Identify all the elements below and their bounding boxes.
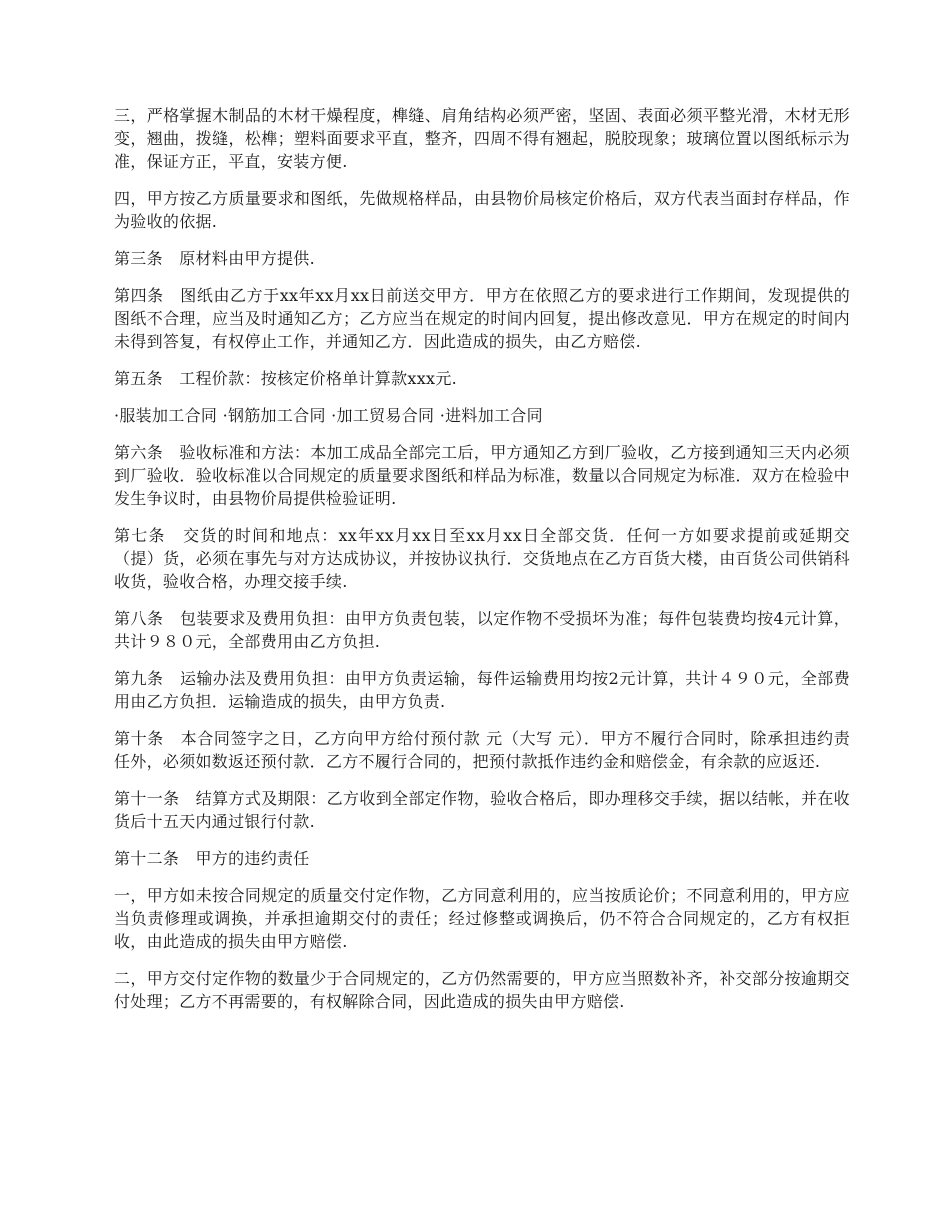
paragraph-article-12-item-1: 一，甲方如未按合同规定的质量交付定作物，乙方同意利用的，应当按质论价；不同意利用的，甲方应当负责修理或调换，并承担逾期交付的责任；经过修整或调换后，仍不符合合同规定的，乙方有权拒收，由此造成的损失由甲方赔偿. xyxy=(114,886,850,951)
paragraph-article-5: 第五条 工程价款：按核定价格单计算款xxx元. xyxy=(114,369,458,388)
paragraph-article-9: 第九条 运输办法及费用负担：由甲方负责运输，每件运输费用均按2元计算，共计４９０元，全部费用由乙方负担．运输造成的损失，由甲方负责. xyxy=(114,669,850,711)
paragraph-clause-3-item-4: 四，甲方按乙方质量要求和图纸，先做规格样品，由县物价局核定价格后，双方代表当面封存样品，作为验收的依据. xyxy=(114,189,850,231)
related-contracts-links: ·服装加工合同 ·钢筋加工合同 ·加工贸易合同 ·进料加工合同 xyxy=(114,406,543,425)
paragraph-article-10: 第十条 本合同签字之日，乙方向甲方给付预付款 元（大写 元）．甲方不履行合同时，除承担违约责任外，必须如数返还预付款．乙方不履行合同的，把预付款抵作违约金和赔偿金，有余款的应返还. xyxy=(114,729,850,771)
paragraph-clause-3-item-3: 三，严格掌握木制品的木材干燥程度，榫缝、肩角结构必须严密，坚固、表面必须平整光滑，木材无形变，翘曲，拨缝，松榫；塑料面要求平直，整齐，四周不得有翘起，脱胶现象；玻璃位置以图纸标示为准，保证方正，平直，安装方便. xyxy=(114,106,850,171)
paragraph-article-11: 第十一条 结算方式及期限：乙方收到全部定作物，验收合格后，即办理移交手续，据以结帐，并在收货后十五天内通过银行付款. xyxy=(114,789,850,831)
document-body xyxy=(114,104,850,1027)
paragraph-article-12-heading: 第十二条 甲方的违约责任 xyxy=(114,849,310,868)
paragraph-article-3: 第三条 原材料由甲方提供. xyxy=(114,249,315,268)
paragraph-article-6: 第六条 验收标准和方法：本加工成品全部完工后，甲方通知乙方到厂验收，乙方接到通知三天内必须到厂验收．验收标准以合同规定的质量要求图纸和样品为标准，数量以合同规定为标准．双方在检验中发生争议时，由县物价局提供检验证明. xyxy=(114,443,850,508)
paragraph-article-8: 第八条 包装要求及费用负担：由甲方负责包装，以定作物不受损坏为准；每件包装费均按4元计算，共计９８０元，全部费用由乙方负担. xyxy=(114,609,850,651)
paragraph-article-12-item-2: 二，甲方交付定作物的数量少于合同规定的，乙方仍然需要的，甲方应当照数补齐，补交部分按逾期交付处理；乙方不再需要的，有权解除合同，因此造成的损失由甲方赔偿. xyxy=(114,969,850,1011)
paragraph-article-7: 第七条 交货的时间和地点：xx年xx月xx日至xx月xx日全部交货．任何一方如要求提前或延期交（提）货，必须在事先与对方达成协议，并按协议执行．交货地点在乙方百货大楼，由百货公司供销科收货，验收合格，办理交接手续. xyxy=(114,526,850,591)
paragraph-article-4: 第四条 图纸由乙方于xx年xx月xx日前送交甲方．甲方在依照乙方的要求进行工作期间，发现提供的图纸不合理，应当及时通知乙方；乙方应当在规定的时间内回复，提出修改意见．甲方在规定的时间内未得到答复，有权停止工作，并通知乙方．因此造成的损失，由乙方赔偿. xyxy=(114,286,850,351)
